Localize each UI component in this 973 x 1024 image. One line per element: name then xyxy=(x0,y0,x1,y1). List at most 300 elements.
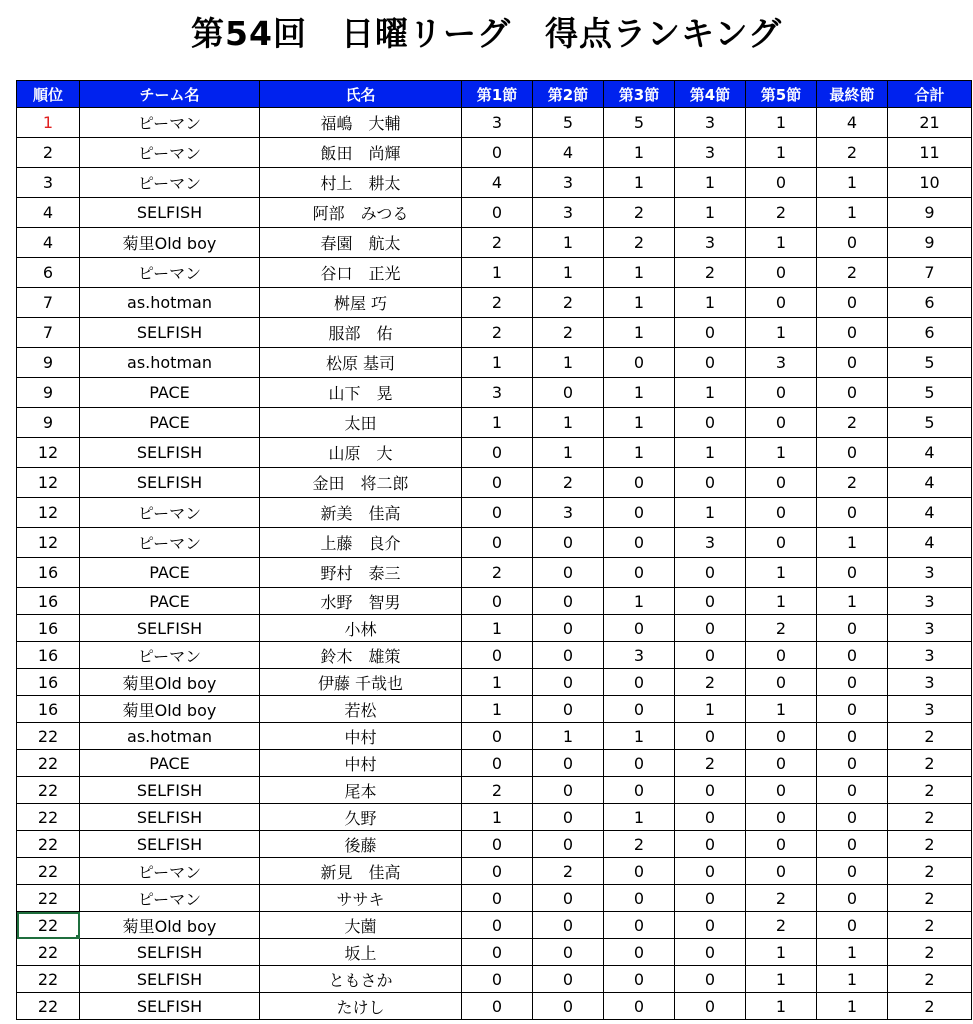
round2-cell[interactable]: 0 xyxy=(533,642,604,669)
round1-cell[interactable]: 0 xyxy=(462,723,533,750)
round2-cell[interactable]: 0 xyxy=(533,528,604,558)
round1-cell[interactable]: 0 xyxy=(462,993,533,1020)
round5-cell[interactable]: 2 xyxy=(746,198,817,228)
round3-cell[interactable]: 2 xyxy=(604,831,675,858)
final-round-cell[interactable]: 0 xyxy=(817,912,888,939)
rank-cell[interactable]: 22 xyxy=(17,885,80,912)
round3-cell[interactable]: 0 xyxy=(604,912,675,939)
round1-cell[interactable]: 0 xyxy=(462,528,533,558)
name-cell[interactable]: 福嶋 大輔 xyxy=(260,108,462,138)
round5-cell[interactable]: 0 xyxy=(746,528,817,558)
round2-header[interactable]: 第2節 xyxy=(533,81,604,108)
round2-cell[interactable]: 1 xyxy=(533,258,604,288)
rank-cell[interactable]: 12 xyxy=(17,468,80,498)
round1-cell[interactable]: 1 xyxy=(462,348,533,378)
round1-cell[interactable]: 3 xyxy=(462,108,533,138)
team-cell[interactable]: ピーマン xyxy=(80,528,260,558)
round5-cell[interactable]: 1 xyxy=(746,939,817,966)
round2-cell[interactable]: 0 xyxy=(533,939,604,966)
round4-cell[interactable]: 0 xyxy=(675,966,746,993)
round3-cell[interactable]: 0 xyxy=(604,468,675,498)
final-round-cell[interactable]: 0 xyxy=(817,831,888,858)
round2-cell[interactable]: 1 xyxy=(533,438,604,468)
round4-cell[interactable]: 3 xyxy=(675,228,746,258)
team-cell[interactable]: ピーマン xyxy=(80,858,260,885)
name-cell[interactable]: 山原 大 xyxy=(260,438,462,468)
total-cell[interactable]: 3 xyxy=(888,558,972,588)
team-cell[interactable]: ピーマン xyxy=(80,642,260,669)
round4-cell[interactable]: 0 xyxy=(675,777,746,804)
team-cell[interactable]: ピーマン xyxy=(80,258,260,288)
name-cell[interactable]: 若松 xyxy=(260,696,462,723)
team-cell[interactable]: SELFISH xyxy=(80,198,260,228)
round4-cell[interactable]: 0 xyxy=(675,642,746,669)
round4-cell[interactable]: 0 xyxy=(675,408,746,438)
name-cell[interactable]: 太田 xyxy=(260,408,462,438)
rank-cell[interactable]: 9 xyxy=(17,408,80,438)
name-cell[interactable]: ともさか xyxy=(260,966,462,993)
round4-cell[interactable]: 0 xyxy=(675,348,746,378)
round2-cell[interactable]: 0 xyxy=(533,831,604,858)
total-cell[interactable]: 9 xyxy=(888,228,972,258)
name-cell[interactable]: 上藤 良介 xyxy=(260,528,462,558)
team-cell[interactable]: 菊里Old boy xyxy=(80,912,260,939)
round3-cell[interactable]: 1 xyxy=(604,588,675,615)
total-cell[interactable]: 3 xyxy=(888,588,972,615)
round4-cell[interactable]: 2 xyxy=(675,669,746,696)
round5-cell[interactable]: 0 xyxy=(746,750,817,777)
round2-cell[interactable]: 0 xyxy=(533,588,604,615)
team-cell[interactable]: 菊里Old boy xyxy=(80,669,260,696)
name-cell[interactable]: 中村 xyxy=(260,723,462,750)
round5-cell[interactable]: 1 xyxy=(746,558,817,588)
total-cell[interactable]: 3 xyxy=(888,615,972,642)
final-round-cell[interactable]: 0 xyxy=(817,696,888,723)
final-round-cell[interactable]: 4 xyxy=(817,108,888,138)
round2-cell[interactable]: 0 xyxy=(533,696,604,723)
name-cell[interactable]: 後藤 xyxy=(260,831,462,858)
round5-cell[interactable]: 1 xyxy=(746,588,817,615)
round4-cell[interactable]: 1 xyxy=(675,696,746,723)
round1-cell[interactable]: 0 xyxy=(462,750,533,777)
name-cell[interactable]: 阿部 みつる xyxy=(260,198,462,228)
rank-cell[interactable]: 16 xyxy=(17,558,80,588)
total-cell[interactable]: 5 xyxy=(888,378,972,408)
team-cell[interactable]: PACE xyxy=(80,408,260,438)
round5-cell[interactable]: 0 xyxy=(746,408,817,438)
round1-cell[interactable]: 0 xyxy=(462,438,533,468)
round3-cell[interactable]: 0 xyxy=(604,966,675,993)
round3-cell[interactable]: 1 xyxy=(604,168,675,198)
round1-cell[interactable]: 2 xyxy=(462,318,533,348)
name-cell[interactable]: 松原 基司 xyxy=(260,348,462,378)
round1-cell[interactable]: 0 xyxy=(462,966,533,993)
round5-cell[interactable]: 1 xyxy=(746,696,817,723)
rank-cell[interactable]: 3 xyxy=(17,168,80,198)
total-cell[interactable]: 2 xyxy=(888,750,972,777)
round4-cell[interactable]: 1 xyxy=(675,168,746,198)
name-cell[interactable]: たけし xyxy=(260,993,462,1020)
final-round-cell[interactable]: 2 xyxy=(817,468,888,498)
final-round-cell[interactable]: 1 xyxy=(817,993,888,1020)
round5-cell[interactable]: 0 xyxy=(746,669,817,696)
round4-cell[interactable]: 0 xyxy=(675,468,746,498)
round1-cell[interactable]: 2 xyxy=(462,777,533,804)
rank-cell[interactable]: 6 xyxy=(17,258,80,288)
round3-cell[interactable]: 0 xyxy=(604,558,675,588)
round5-cell[interactable]: 0 xyxy=(746,378,817,408)
round4-cell[interactable]: 0 xyxy=(675,588,746,615)
round3-cell[interactable]: 1 xyxy=(604,804,675,831)
round2-cell[interactable]: 1 xyxy=(533,408,604,438)
total-cell[interactable]: 5 xyxy=(888,408,972,438)
team-header[interactable]: チーム名 xyxy=(80,81,260,108)
team-cell[interactable]: PACE xyxy=(80,750,260,777)
final-round-cell[interactable]: 0 xyxy=(817,777,888,804)
round1-cell[interactable]: 0 xyxy=(462,468,533,498)
team-cell[interactable]: ピーマン xyxy=(80,168,260,198)
round2-cell[interactable]: 0 xyxy=(533,558,604,588)
round4-cell[interactable]: 1 xyxy=(675,378,746,408)
total-cell[interactable]: 7 xyxy=(888,258,972,288)
round3-cell[interactable]: 1 xyxy=(604,288,675,318)
round4-cell[interactable]: 1 xyxy=(675,438,746,468)
final-round-cell[interactable]: 0 xyxy=(817,378,888,408)
team-cell[interactable]: 菊里Old boy xyxy=(80,228,260,258)
rank-cell[interactable]: 9 xyxy=(17,378,80,408)
round3-cell[interactable]: 1 xyxy=(604,408,675,438)
final-round-cell[interactable]: 1 xyxy=(817,168,888,198)
rank-cell[interactable]: 16 xyxy=(17,615,80,642)
team-cell[interactable]: ピーマン xyxy=(80,108,260,138)
round4-cell[interactable]: 3 xyxy=(675,138,746,168)
name-cell[interactable]: ササキ xyxy=(260,885,462,912)
team-cell[interactable]: SELFISH xyxy=(80,468,260,498)
team-cell[interactable]: as.hotman xyxy=(80,723,260,750)
total-cell[interactable]: 4 xyxy=(888,528,972,558)
team-cell[interactable]: 菊里Old boy xyxy=(80,696,260,723)
team-cell[interactable]: as.hotman xyxy=(80,348,260,378)
round3-cell[interactable]: 1 xyxy=(604,378,675,408)
total-cell[interactable]: 2 xyxy=(888,858,972,885)
final-round-cell[interactable]: 0 xyxy=(817,750,888,777)
rank-cell[interactable]: 22 xyxy=(17,858,80,885)
final-round-cell[interactable]: 1 xyxy=(817,198,888,228)
round1-cell[interactable]: 2 xyxy=(462,558,533,588)
name-cell[interactable]: 村上 耕太 xyxy=(260,168,462,198)
name-cell[interactable]: 伊藤 千哉也 xyxy=(260,669,462,696)
round5-cell[interactable]: 0 xyxy=(746,258,817,288)
total-cell[interactable]: 11 xyxy=(888,138,972,168)
rank-cell[interactable]: 16 xyxy=(17,669,80,696)
round1-cell[interactable]: 3 xyxy=(462,378,533,408)
team-cell[interactable]: SELFISH xyxy=(80,993,260,1020)
round5-cell[interactable]: 0 xyxy=(746,498,817,528)
name-cell[interactable]: 大薗 xyxy=(260,912,462,939)
total-cell[interactable]: 6 xyxy=(888,288,972,318)
round2-cell[interactable]: 3 xyxy=(533,168,604,198)
total-cell[interactable]: 2 xyxy=(888,939,972,966)
final-round-cell[interactable]: 1 xyxy=(817,528,888,558)
round5-cell[interactable]: 0 xyxy=(746,858,817,885)
round3-header[interactable]: 第3節 xyxy=(604,81,675,108)
round2-cell[interactable]: 1 xyxy=(533,723,604,750)
round2-cell[interactable]: 1 xyxy=(533,228,604,258)
name-header[interactable]: 氏名 xyxy=(260,81,462,108)
team-cell[interactable]: ピーマン xyxy=(80,498,260,528)
team-cell[interactable]: PACE xyxy=(80,558,260,588)
team-cell[interactable]: SELFISH xyxy=(80,438,260,468)
total-cell[interactable]: 21 xyxy=(888,108,972,138)
round5-cell[interactable]: 0 xyxy=(746,468,817,498)
total-cell[interactable]: 2 xyxy=(888,993,972,1020)
round3-cell[interactable]: 2 xyxy=(604,198,675,228)
round4-cell[interactable]: 0 xyxy=(675,804,746,831)
team-cell[interactable]: SELFISH xyxy=(80,939,260,966)
round5-cell[interactable]: 0 xyxy=(746,777,817,804)
round5-cell[interactable]: 0 xyxy=(746,804,817,831)
total-cell[interactable]: 2 xyxy=(888,777,972,804)
round5-cell[interactable]: 1 xyxy=(746,318,817,348)
team-cell[interactable]: SELFISH xyxy=(80,777,260,804)
final-round-cell[interactable]: 0 xyxy=(817,438,888,468)
team-cell[interactable]: SELFISH xyxy=(80,615,260,642)
round1-cell[interactable]: 0 xyxy=(462,858,533,885)
round3-cell[interactable]: 1 xyxy=(604,723,675,750)
final-round-cell[interactable]: 0 xyxy=(817,498,888,528)
round2-cell[interactable]: 5 xyxy=(533,108,604,138)
round4-cell[interactable]: 0 xyxy=(675,993,746,1020)
round2-cell[interactable]: 2 xyxy=(533,858,604,885)
round3-cell[interactable]: 0 xyxy=(604,696,675,723)
round1-cell[interactable]: 1 xyxy=(462,696,533,723)
total-cell[interactable]: 4 xyxy=(888,438,972,468)
round4-header[interactable]: 第4節 xyxy=(675,81,746,108)
rank-cell[interactable]: 22 xyxy=(17,750,80,777)
final-round-cell[interactable]: 2 xyxy=(817,258,888,288)
team-cell[interactable]: SELFISH xyxy=(80,966,260,993)
round2-cell[interactable]: 2 xyxy=(533,318,604,348)
round3-cell[interactable]: 0 xyxy=(604,777,675,804)
name-cell[interactable]: 尾本 xyxy=(260,777,462,804)
round2-cell[interactable]: 0 xyxy=(533,993,604,1020)
round4-cell[interactable]: 0 xyxy=(675,723,746,750)
round2-cell[interactable]: 0 xyxy=(533,750,604,777)
round3-cell[interactable]: 0 xyxy=(604,750,675,777)
name-cell[interactable]: 飯田 尚輝 xyxy=(260,138,462,168)
round5-cell[interactable]: 0 xyxy=(746,168,817,198)
team-cell[interactable]: PACE xyxy=(80,378,260,408)
final-round-cell[interactable]: 2 xyxy=(817,138,888,168)
name-cell[interactable]: 服部 佑 xyxy=(260,318,462,348)
round4-cell[interactable]: 3 xyxy=(675,528,746,558)
round1-cell[interactable]: 2 xyxy=(462,288,533,318)
round5-cell[interactable]: 0 xyxy=(746,288,817,318)
round1-cell[interactable]: 0 xyxy=(462,588,533,615)
round5-cell[interactable]: 2 xyxy=(746,885,817,912)
round3-cell[interactable]: 3 xyxy=(604,642,675,669)
final-round-cell[interactable]: 0 xyxy=(817,558,888,588)
round5-cell[interactable]: 0 xyxy=(746,642,817,669)
total-cell[interactable]: 4 xyxy=(888,468,972,498)
total-header[interactable]: 合計 xyxy=(888,81,972,108)
name-cell[interactable]: 水野 智男 xyxy=(260,588,462,615)
total-cell[interactable]: 5 xyxy=(888,348,972,378)
name-cell[interactable]: 鈴木 雄策 xyxy=(260,642,462,669)
rank-cell[interactable]: 16 xyxy=(17,642,80,669)
final-round-cell[interactable]: 0 xyxy=(817,615,888,642)
team-cell[interactable]: SELFISH xyxy=(80,804,260,831)
round2-cell[interactable]: 0 xyxy=(533,615,604,642)
round4-cell[interactable]: 1 xyxy=(675,498,746,528)
name-cell[interactable]: 久野 xyxy=(260,804,462,831)
round5-cell[interactable]: 2 xyxy=(746,912,817,939)
round4-cell[interactable]: 0 xyxy=(675,939,746,966)
total-cell[interactable]: 2 xyxy=(888,966,972,993)
final-round-cell[interactable]: 1 xyxy=(817,939,888,966)
team-cell[interactable]: SELFISH xyxy=(80,831,260,858)
round3-cell[interactable]: 0 xyxy=(604,993,675,1020)
rank-cell[interactable]: 1 xyxy=(17,108,80,138)
round1-cell[interactable]: 1 xyxy=(462,408,533,438)
round1-cell[interactable]: 0 xyxy=(462,912,533,939)
final-round-cell[interactable]: 0 xyxy=(817,318,888,348)
final-round-cell[interactable]: 1 xyxy=(817,588,888,615)
round5-cell[interactable]: 2 xyxy=(746,615,817,642)
round1-cell[interactable]: 2 xyxy=(462,228,533,258)
total-cell[interactable]: 3 xyxy=(888,669,972,696)
name-cell[interactable]: 春園 航太 xyxy=(260,228,462,258)
round1-header[interactable]: 第1節 xyxy=(462,81,533,108)
final-round-cell[interactable]: 0 xyxy=(817,228,888,258)
round4-cell[interactable]: 0 xyxy=(675,558,746,588)
total-cell[interactable]: 2 xyxy=(888,912,972,939)
rank-cell[interactable]: 12 xyxy=(17,438,80,468)
name-cell[interactable]: 小林 xyxy=(260,615,462,642)
round1-cell[interactable]: 1 xyxy=(462,804,533,831)
final-round-cell[interactable]: 0 xyxy=(817,669,888,696)
final-round-cell[interactable]: 0 xyxy=(817,288,888,318)
round1-cell[interactable]: 1 xyxy=(462,615,533,642)
rank-cell[interactable]: 22 xyxy=(17,804,80,831)
round3-cell[interactable]: 1 xyxy=(604,318,675,348)
round5-cell[interactable]: 0 xyxy=(746,723,817,750)
rank-header[interactable]: 順位 xyxy=(17,81,80,108)
rank-cell[interactable]: 9 xyxy=(17,348,80,378)
round1-cell[interactable]: 0 xyxy=(462,138,533,168)
round3-cell[interactable]: 0 xyxy=(604,885,675,912)
round5-cell[interactable]: 0 xyxy=(746,831,817,858)
round3-cell[interactable]: 0 xyxy=(604,528,675,558)
round3-cell[interactable]: 0 xyxy=(604,858,675,885)
round2-cell[interactable]: 0 xyxy=(533,378,604,408)
rank-cell[interactable]: 7 xyxy=(17,288,80,318)
round1-cell[interactable]: 0 xyxy=(462,939,533,966)
round4-cell[interactable]: 3 xyxy=(675,108,746,138)
round2-cell[interactable]: 2 xyxy=(533,468,604,498)
name-cell[interactable]: 山下 晃 xyxy=(260,378,462,408)
total-cell[interactable]: 9 xyxy=(888,198,972,228)
rank-cell[interactable]: 22 xyxy=(17,912,80,939)
name-cell[interactable]: 谷口 正光 xyxy=(260,258,462,288)
round3-cell[interactable]: 0 xyxy=(604,498,675,528)
final-round-cell[interactable]: 0 xyxy=(817,804,888,831)
round5-cell[interactable]: 3 xyxy=(746,348,817,378)
round5-cell[interactable]: 1 xyxy=(746,438,817,468)
total-cell[interactable]: 6 xyxy=(888,318,972,348)
rank-cell[interactable]: 7 xyxy=(17,318,80,348)
round4-cell[interactable]: 0 xyxy=(675,858,746,885)
round3-cell[interactable]: 0 xyxy=(604,669,675,696)
total-cell[interactable]: 3 xyxy=(888,642,972,669)
round4-cell[interactable]: 2 xyxy=(675,258,746,288)
rank-cell[interactable]: 16 xyxy=(17,588,80,615)
round3-cell[interactable]: 5 xyxy=(604,108,675,138)
round3-cell[interactable]: 1 xyxy=(604,438,675,468)
round3-cell[interactable]: 0 xyxy=(604,615,675,642)
round4-cell[interactable]: 1 xyxy=(675,288,746,318)
rank-cell[interactable]: 22 xyxy=(17,993,80,1020)
round3-cell[interactable]: 2 xyxy=(604,228,675,258)
round4-cell[interactable]: 0 xyxy=(675,615,746,642)
rank-cell[interactable]: 12 xyxy=(17,528,80,558)
name-cell[interactable]: 坂上 xyxy=(260,939,462,966)
round4-cell[interactable]: 2 xyxy=(675,750,746,777)
team-cell[interactable]: ピーマン xyxy=(80,138,260,168)
round2-cell[interactable]: 3 xyxy=(533,498,604,528)
round2-cell[interactable]: 0 xyxy=(533,912,604,939)
round1-cell[interactable]: 0 xyxy=(462,831,533,858)
total-cell[interactable]: 3 xyxy=(888,696,972,723)
round4-cell[interactable]: 0 xyxy=(675,831,746,858)
round3-cell[interactable]: 0 xyxy=(604,348,675,378)
total-cell[interactable]: 2 xyxy=(888,723,972,750)
round1-cell[interactable]: 0 xyxy=(462,198,533,228)
final-round-cell[interactable]: 0 xyxy=(817,723,888,750)
name-cell[interactable]: 野村 泰三 xyxy=(260,558,462,588)
round3-cell[interactable]: 0 xyxy=(604,939,675,966)
round3-cell[interactable]: 1 xyxy=(604,258,675,288)
rank-cell[interactable]: 12 xyxy=(17,498,80,528)
total-cell[interactable]: 10 xyxy=(888,168,972,198)
round4-cell[interactable]: 0 xyxy=(675,318,746,348)
final-round-cell[interactable]: 0 xyxy=(817,858,888,885)
round5-header[interactable]: 第5節 xyxy=(746,81,817,108)
round2-cell[interactable]: 3 xyxy=(533,198,604,228)
team-cell[interactable]: as.hotman xyxy=(80,288,260,318)
round3-cell[interactable]: 1 xyxy=(604,138,675,168)
rank-cell[interactable]: 22 xyxy=(17,723,80,750)
round2-cell[interactable]: 0 xyxy=(533,966,604,993)
round1-cell[interactable]: 1 xyxy=(462,258,533,288)
round2-cell[interactable]: 0 xyxy=(533,669,604,696)
total-cell[interactable]: 2 xyxy=(888,831,972,858)
round5-cell[interactable]: 1 xyxy=(746,108,817,138)
final-round-cell[interactable]: 0 xyxy=(817,885,888,912)
final-round-cell[interactable]: 2 xyxy=(817,408,888,438)
name-cell[interactable]: 中村 xyxy=(260,750,462,777)
total-cell[interactable]: 2 xyxy=(888,885,972,912)
rank-cell[interactable]: 22 xyxy=(17,939,80,966)
round2-cell[interactable]: 4 xyxy=(533,138,604,168)
round4-cell[interactable]: 0 xyxy=(675,912,746,939)
name-cell[interactable]: 新美 佳高 xyxy=(260,498,462,528)
round2-cell[interactable]: 1 xyxy=(533,348,604,378)
round2-cell[interactable]: 0 xyxy=(533,885,604,912)
round1-cell[interactable]: 0 xyxy=(462,498,533,528)
round4-cell[interactable]: 0 xyxy=(675,885,746,912)
rank-cell[interactable]: 4 xyxy=(17,198,80,228)
